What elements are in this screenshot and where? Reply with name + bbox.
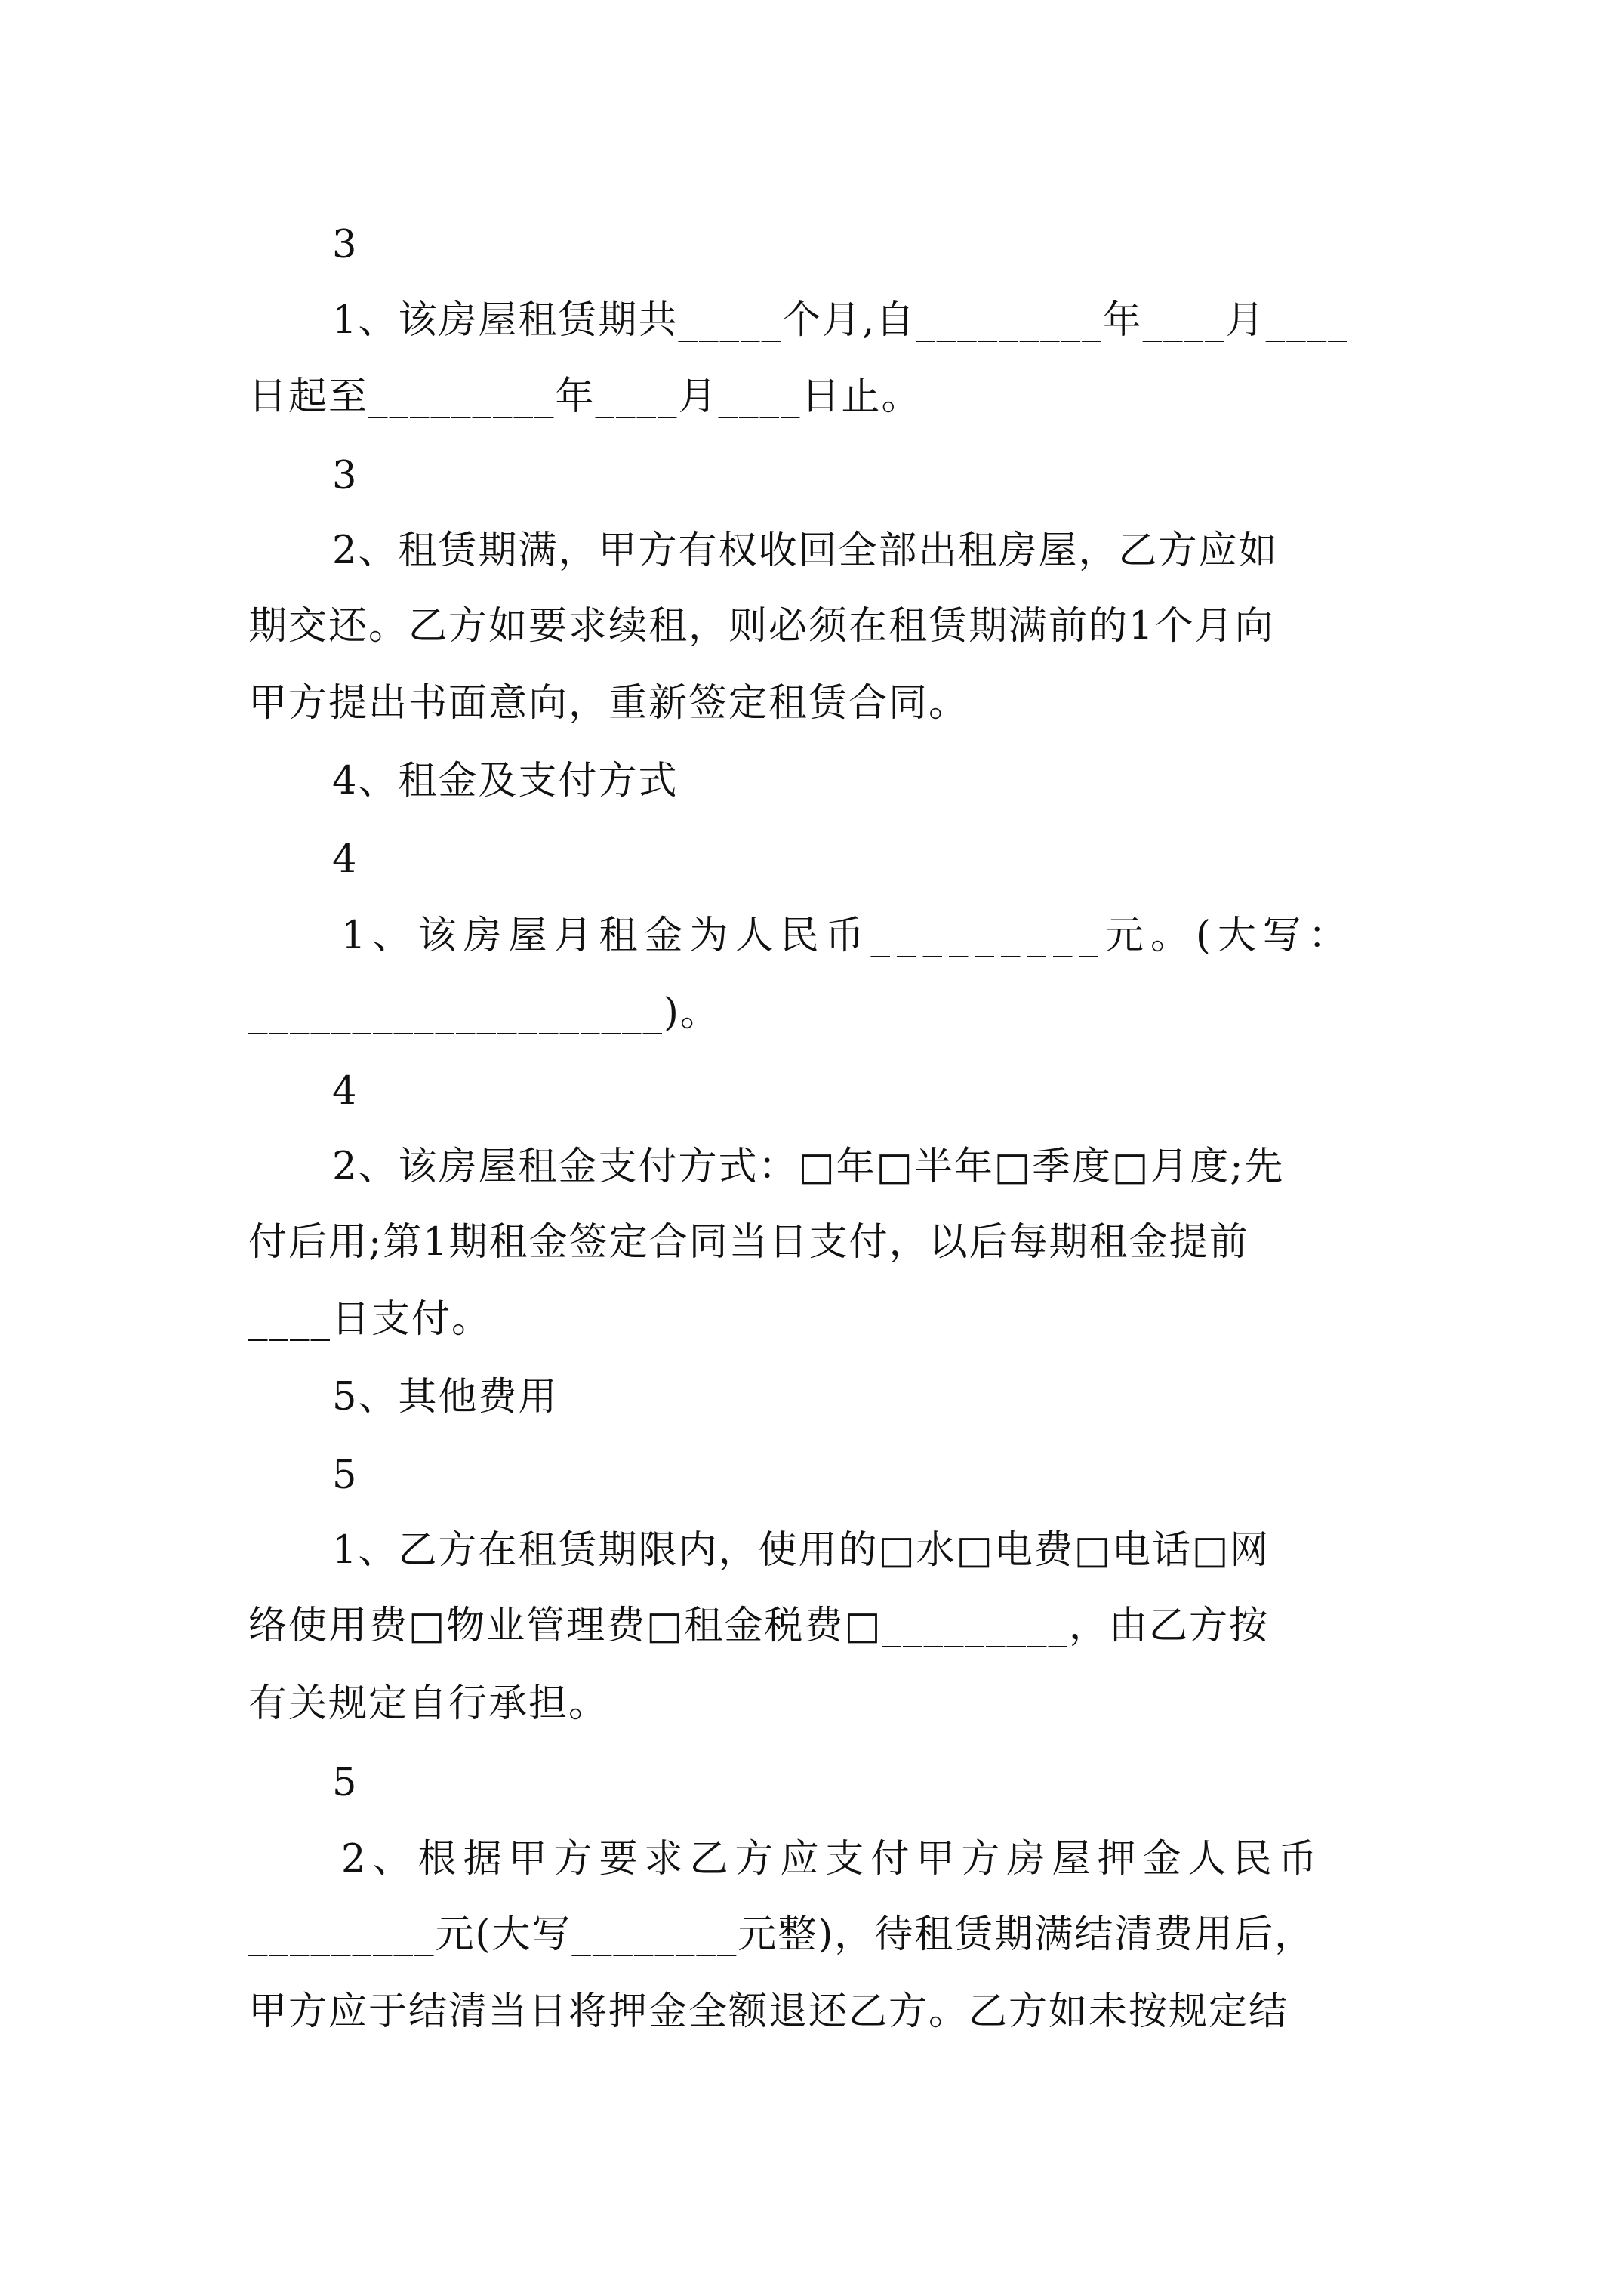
paragraph-line: 甲方提出书面意向，重新签定租赁合同。 [248, 681, 969, 726]
paragraph-line: 1、该房屋月租金为人民币_________元。(大写： [341, 914, 1354, 958]
paragraph-line: 日起至_________年____月____日止。 [248, 374, 922, 419]
paragraph-line: 甲方应于结清当日将押金全额退还乙方。乙方如未按规定结 [248, 1989, 1289, 2034]
section-number: 3 [332, 223, 359, 267]
paragraph-line: _________元(大写________元整)，待租赁期满结清费用后， [248, 1912, 1315, 1957]
paragraph-line: 2、该房屋租金支付方式：□年□半年□季度□月度;先 [332, 1145, 1285, 1189]
paragraph-line: 2、租赁期满，甲方有权收回全部出租房屋，乙方应如 [332, 529, 1279, 573]
section-number: 4 [332, 837, 359, 882]
paragraph-line: 期交还。乙方如要求续租，则必须在租赁期满前的1个月向 [248, 604, 1275, 649]
section-number: 4 [332, 1069, 359, 1114]
paragraph-line: 付后用;第1期租金签定合同当日支付，以后每期租金提前 [248, 1220, 1249, 1265]
section-number: 3 [332, 454, 359, 498]
paragraph-line: 2、根据甲方要求乙方应支付甲方房屋押金人民币 [341, 1837, 1324, 1881]
paragraph-line: 有关规定自行承担。 [248, 1681, 609, 1726]
section-heading: 5、其他费用 [332, 1375, 559, 1419]
paragraph-line: ____________________)。 [248, 991, 720, 1035]
paragraph-line: ____日支付。 [248, 1297, 492, 1342]
section-number: 5 [332, 1761, 359, 1805]
paragraph-line: 络使用费□物业管理费□租金税费□_________，由乙方按 [248, 1604, 1270, 1648]
section-heading: 4、租金及支付方式 [332, 759, 679, 803]
section-number: 5 [332, 1453, 359, 1498]
paragraph-line: 1、该房屋租赁期共_____个月,自_________年____月____ [332, 298, 1349, 343]
paragraph-line: 1、乙方在租赁期限内，使用的□水□电费□电话□网 [332, 1528, 1270, 1573]
